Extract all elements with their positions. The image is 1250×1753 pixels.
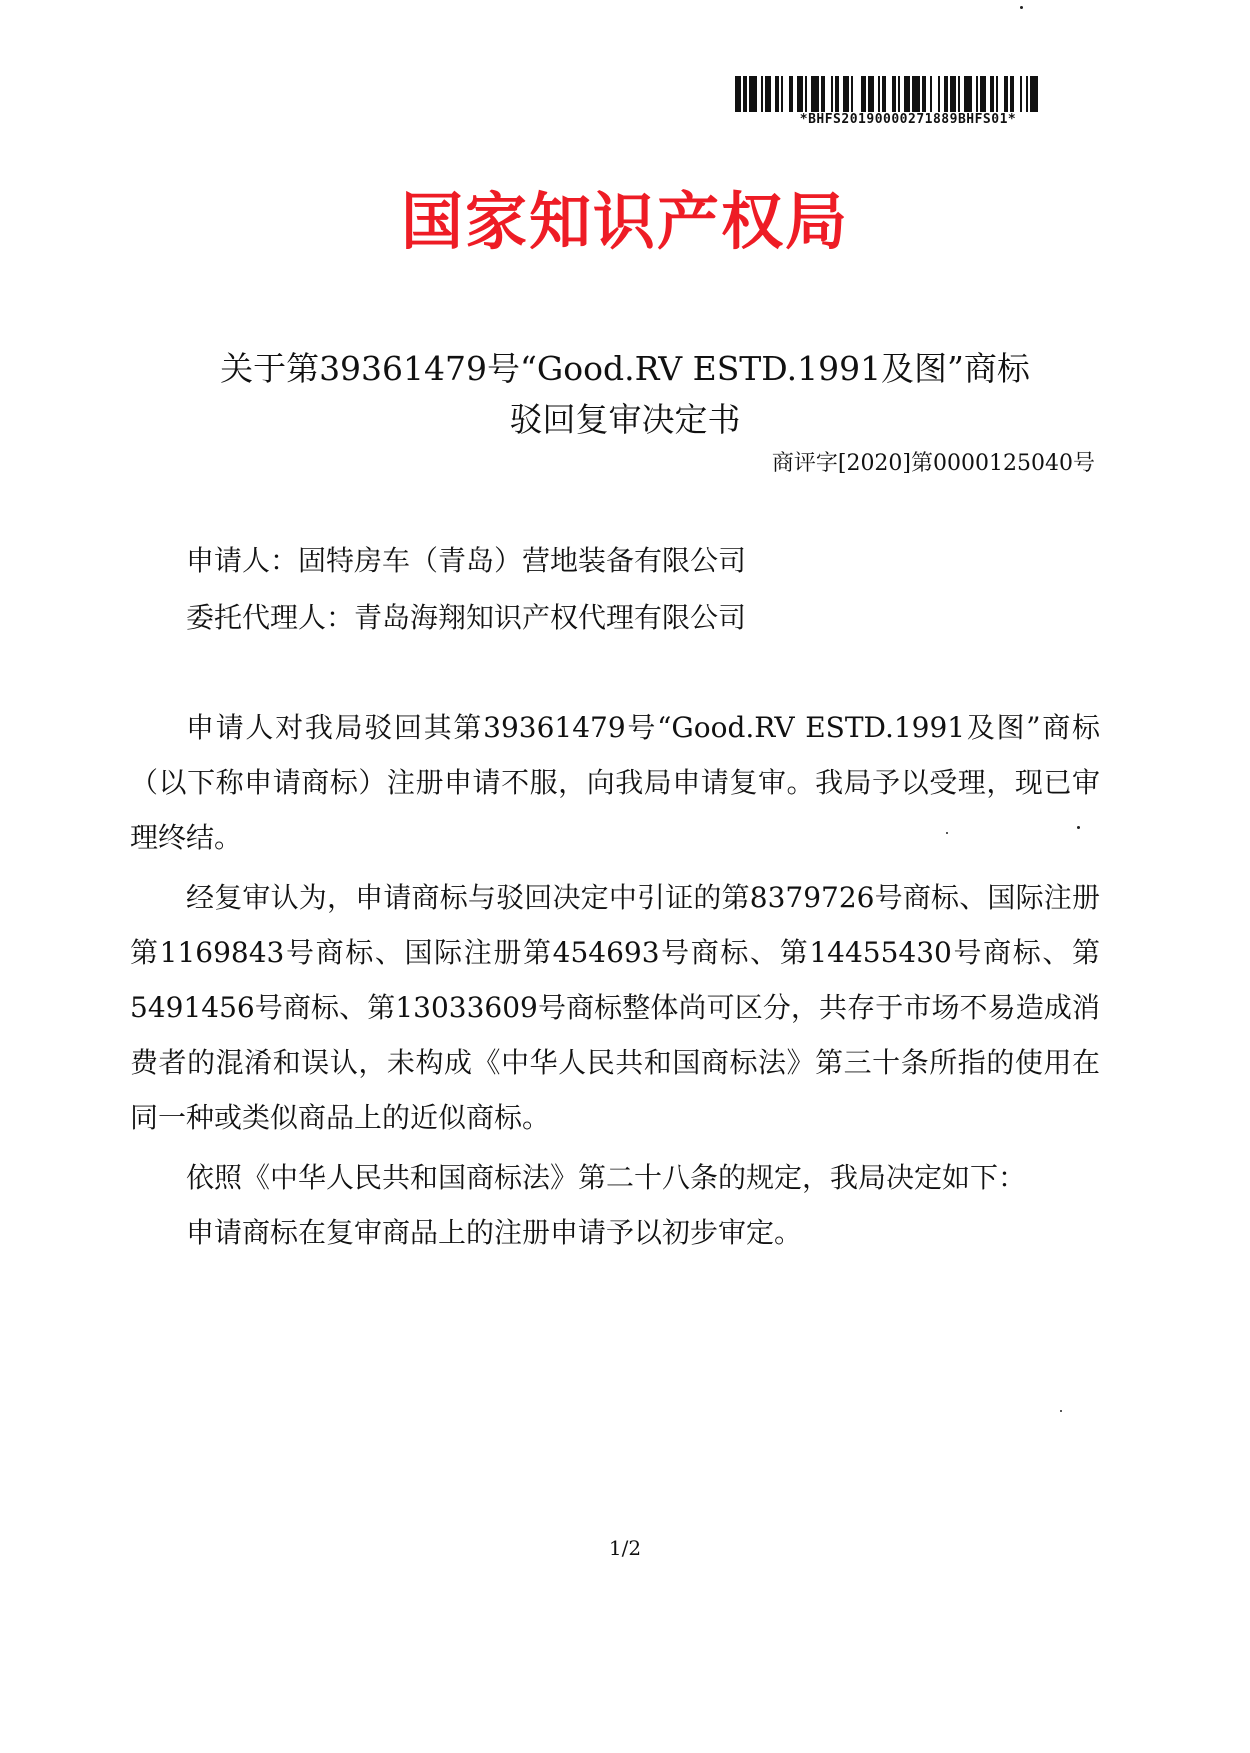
barcode-text: *BHFS20190000271889BHFS01* <box>799 112 1017 127</box>
scan-speck <box>1077 826 1080 829</box>
paragraph-text: 申请人对我局驳回其第39361479号“Good.RV ESTD.1991及图”商标（以下称申请商标）注册申请不服，向我局申请复审。我局予以受理，现已审理终结。 <box>130 711 1100 854</box>
body-paragraph <box>130 1150 1100 1205</box>
document-title-line2: 驳回复审决定书 <box>509 400 741 439</box>
document-title-line1: 关于第39361479号“Good.RV ESTD.1991及图”商标 <box>220 349 1030 388</box>
barcode-bar <box>749 76 757 112</box>
applicant-line: 申请人：固特房车（青岛）营地装备有限公司 <box>186 544 747 577</box>
barcode-bar <box>1038 76 1042 112</box>
paragraph-text: 经复审认为，申请商标与驳回决定中引证的第8379726号商标、国际注册第1169843号商标、国际注册第454693号商标、第14455430号商标、第5491456号商标、第13033609号商标整体尚可区分，共存于市场不易造成消费者的混淆和误认，未构成《中华人民共和国商标法》第三十条所指的使用在同一种或类似商品上的近似商标。 <box>130 881 1100 1134</box>
body-paragraph <box>130 870 1100 1145</box>
barcode-bar <box>912 76 920 112</box>
reference-number: 商评字[2020]第0000125040号 <box>771 451 1095 476</box>
scan-speck <box>1060 1410 1062 1412</box>
page-number: 1/2 <box>608 1536 642 1560</box>
scan-speck <box>946 832 948 834</box>
paragraph-text: 依照《中华人民共和国商标法》第二十八条的规定，我局决定如下： <box>186 1161 1027 1194</box>
barcode-graphic <box>735 76 1043 112</box>
agent-line: 委托代理人：青岛海翔知识产权代理有限公司 <box>186 601 747 634</box>
scan-speck <box>1020 6 1023 9</box>
issuer-heading: 国家知识产权局 <box>400 185 849 258</box>
barcode-bar <box>811 76 819 112</box>
paragraph-text: 申请商标在复审商品上的注册申请予以初步审定。 <box>186 1216 803 1249</box>
body-paragraph <box>130 1205 1100 1260</box>
barcode-bar <box>853 76 861 112</box>
barcode-bar <box>1030 76 1038 112</box>
barcode-bar <box>964 76 972 112</box>
body-paragraph <box>130 700 1100 865</box>
